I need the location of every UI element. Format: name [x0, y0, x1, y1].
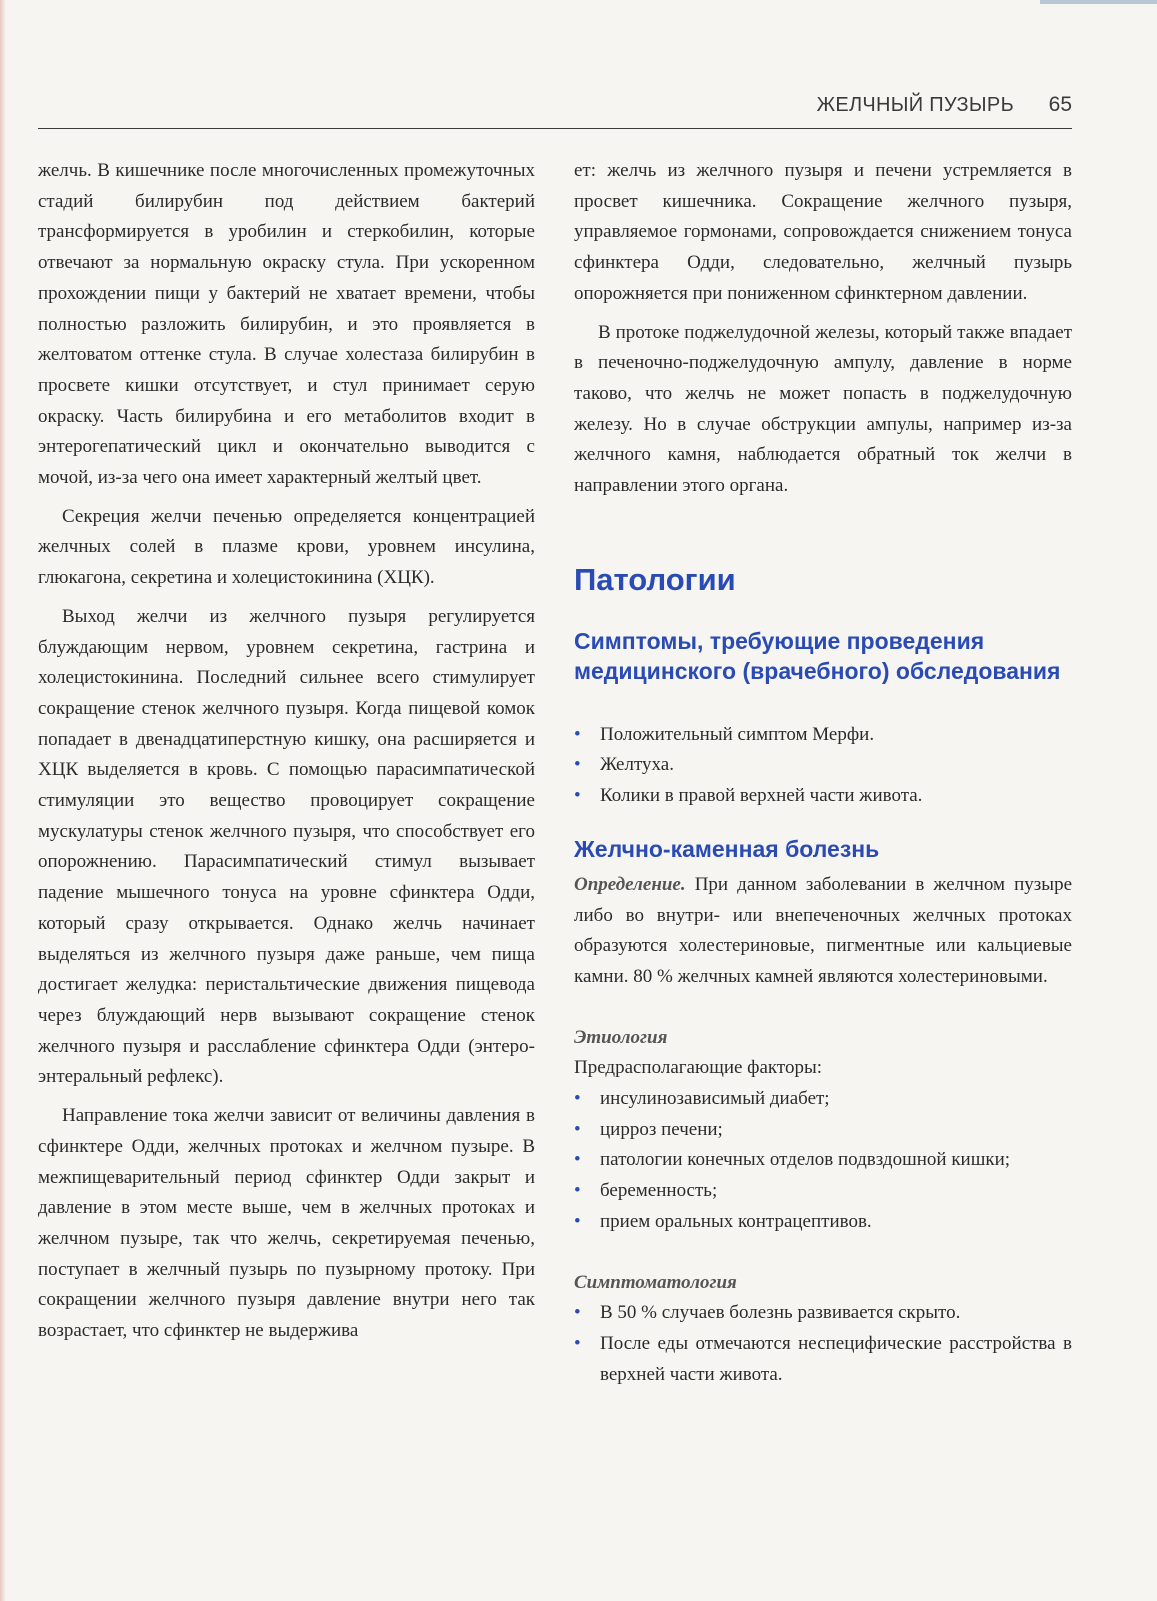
list-item: • После еды отмечаются неспецифические расстройства в верхней части живота.	[574, 1329, 1072, 1390]
chapter-title: ЖЕЛЧНЫЙ ПУЗЫРЬ	[816, 94, 1014, 116]
page-edge-shadow	[0, 0, 6, 1601]
symptomatology-heading: Симптоматология	[574, 1271, 737, 1293]
paragraph: Направление тока желчи зависит от величины давления в сфинктере Одди, желчных протоках и желчном пузыре. В межпищеварительный период сфинктер Одди закрыт и давление в этом месте выше, чем в желчных протоках и желчном пузыре, так что желчь, секретируемая печенью, поступает в желчный пузырь по пузырному протоку. При сокращении желчного пузыря давление внутри него так возрастает, что сфинктер не выдержива	[38, 1105, 535, 1342]
bullet-icon: •	[574, 1118, 581, 1140]
list-item: • Положительный симптом Мерфи.	[574, 720, 1072, 751]
bullet-icon: •	[574, 1180, 581, 1202]
section-heading: Патологии	[574, 561, 736, 597]
bullet-icon: •	[574, 1088, 581, 1110]
bullet-icon: •	[574, 1332, 581, 1354]
symptomatology-list	[574, 1298, 1072, 1390]
etiology-list	[574, 1084, 1072, 1238]
running-header	[38, 92, 1072, 129]
list-item: • инсулинозависимый диабет;	[574, 1084, 1072, 1115]
bullet-icon: •	[574, 785, 581, 807]
list-item: • беременность;	[574, 1176, 1072, 1207]
etiology-heading: Этиология	[574, 1026, 668, 1048]
page-top-edge	[1040, 0, 1157, 4]
list-item: • патологии конечных отделов подвздошной кишки;	[574, 1145, 1072, 1176]
list-item: • В 50 % случаев болезнь развивается скрыто.	[574, 1298, 1072, 1329]
list-item: • цирроз печени;	[574, 1115, 1072, 1146]
bullet-icon: •	[574, 1302, 581, 1324]
paragraph: желчь. В кишечнике после многочисленных промежуточных стадий билирубин под действием бактерий трансформируется в уробилин и стеркобилин, которые отвечают за нормальную окраску стула. При ускоренном прохождении пищи у бактерий не хватает времени, чтобы полностью разложить билирубин, и это проявляется в желтоватом оттенке стула. В случае холестаза билирубин в просвете кишки отсутствует, и стул принимает серую окраску. Часть билирубина и его метаболитов входит в энтерогепатический цикл и окончательно выводится с мочой, из-за чего она имеет характерный желтый цвет.	[38, 160, 535, 489]
list-item: • Желтуха.	[574, 750, 1072, 781]
paragraph: Секреция желчи печенью определяется концентрацией желчных солей в плазме крови, уровнем инсулина, глюкагона, секретина и холецистокинина (ХЦК).	[38, 505, 535, 589]
list-item: • Колики в правой верхней части живота.	[574, 781, 1072, 812]
paragraph: ет: желчь из желчного пузыря и печени устремляется в просвет кишечника. Сокращение желчного пузыря, управляемое гормонами, сопровождается снижением тонуса сфинктера Одди, следовательно, желчный пузырь опорожняется при пониженном сфинктерном давлении.	[574, 160, 1072, 304]
etiology-intro: Предрасполагающие факторы:	[574, 1057, 822, 1079]
disease-heading: Желчно-каменная болезнь	[574, 835, 880, 862]
bullet-icon: •	[574, 1149, 581, 1171]
page-number: 65	[1048, 93, 1072, 116]
paragraph: Выход желчи из желчного пузыря регулируется блуждающим нервом, уровнем секретина, гастрина и холецистокинина. Последний сильнее всего стимулирует сокращение стенок желчного пузыря. Когда пищевой комок попадает в двенадцатиперстную кишку, она расширяется и ХЦК выделяется в кровь. С помощью парасимпатической стимуляции это вещество провоцирует сокращение мускулатуры стенок желчного пузыря, что способствует его опорожнению. Парасимпатический стимул вызывает падение мышечного тонуса на уровне сфинктера Одди, который сразу открывается. Однако желчь начинает выделяться из желчного пузыря даже раньше, чем пища достигает желудка: перистальтические движения пищевода через блуждающий нерв вызывают сокращение стенок желчного пузыря и расслабление сфинктера Одди (энтеро-энтеральный рефлекс).	[38, 605, 535, 1088]
symptoms-list	[574, 720, 1072, 812]
left-column	[38, 156, 535, 1347]
paragraph: В протоке поджелудочной железы, который также впадает в печеночно-поджелудочную ампулу, давление в норме таково, что желчь не может попасть в поджелудочную железу. Но в случае обструкции ампулы, например из-за желчного камня, наблюдается обратный ток желчи в направлении этого органа.	[574, 321, 1072, 497]
list-item: • прием оральных контрацептивов.	[574, 1207, 1072, 1238]
bullet-icon: •	[574, 1210, 581, 1232]
bullet-icon: •	[574, 754, 581, 776]
definition-text: При данном заболевании в желчном пузыре либо во внутри- или внепеченочных желчных протоках образуются холестериновые, пигментные или кальциевые камни. 80 % желчных камней являются холестериновыми.	[574, 873, 1072, 987]
bullet-icon: •	[574, 723, 581, 745]
symptoms-heading: Симптомы, требующие проведения медицинского (врачебного) обследования	[574, 627, 1061, 684]
definition-paragraph	[574, 870, 1072, 993]
definition-label: Определение.	[574, 873, 686, 895]
right-column	[574, 156, 1072, 1390]
